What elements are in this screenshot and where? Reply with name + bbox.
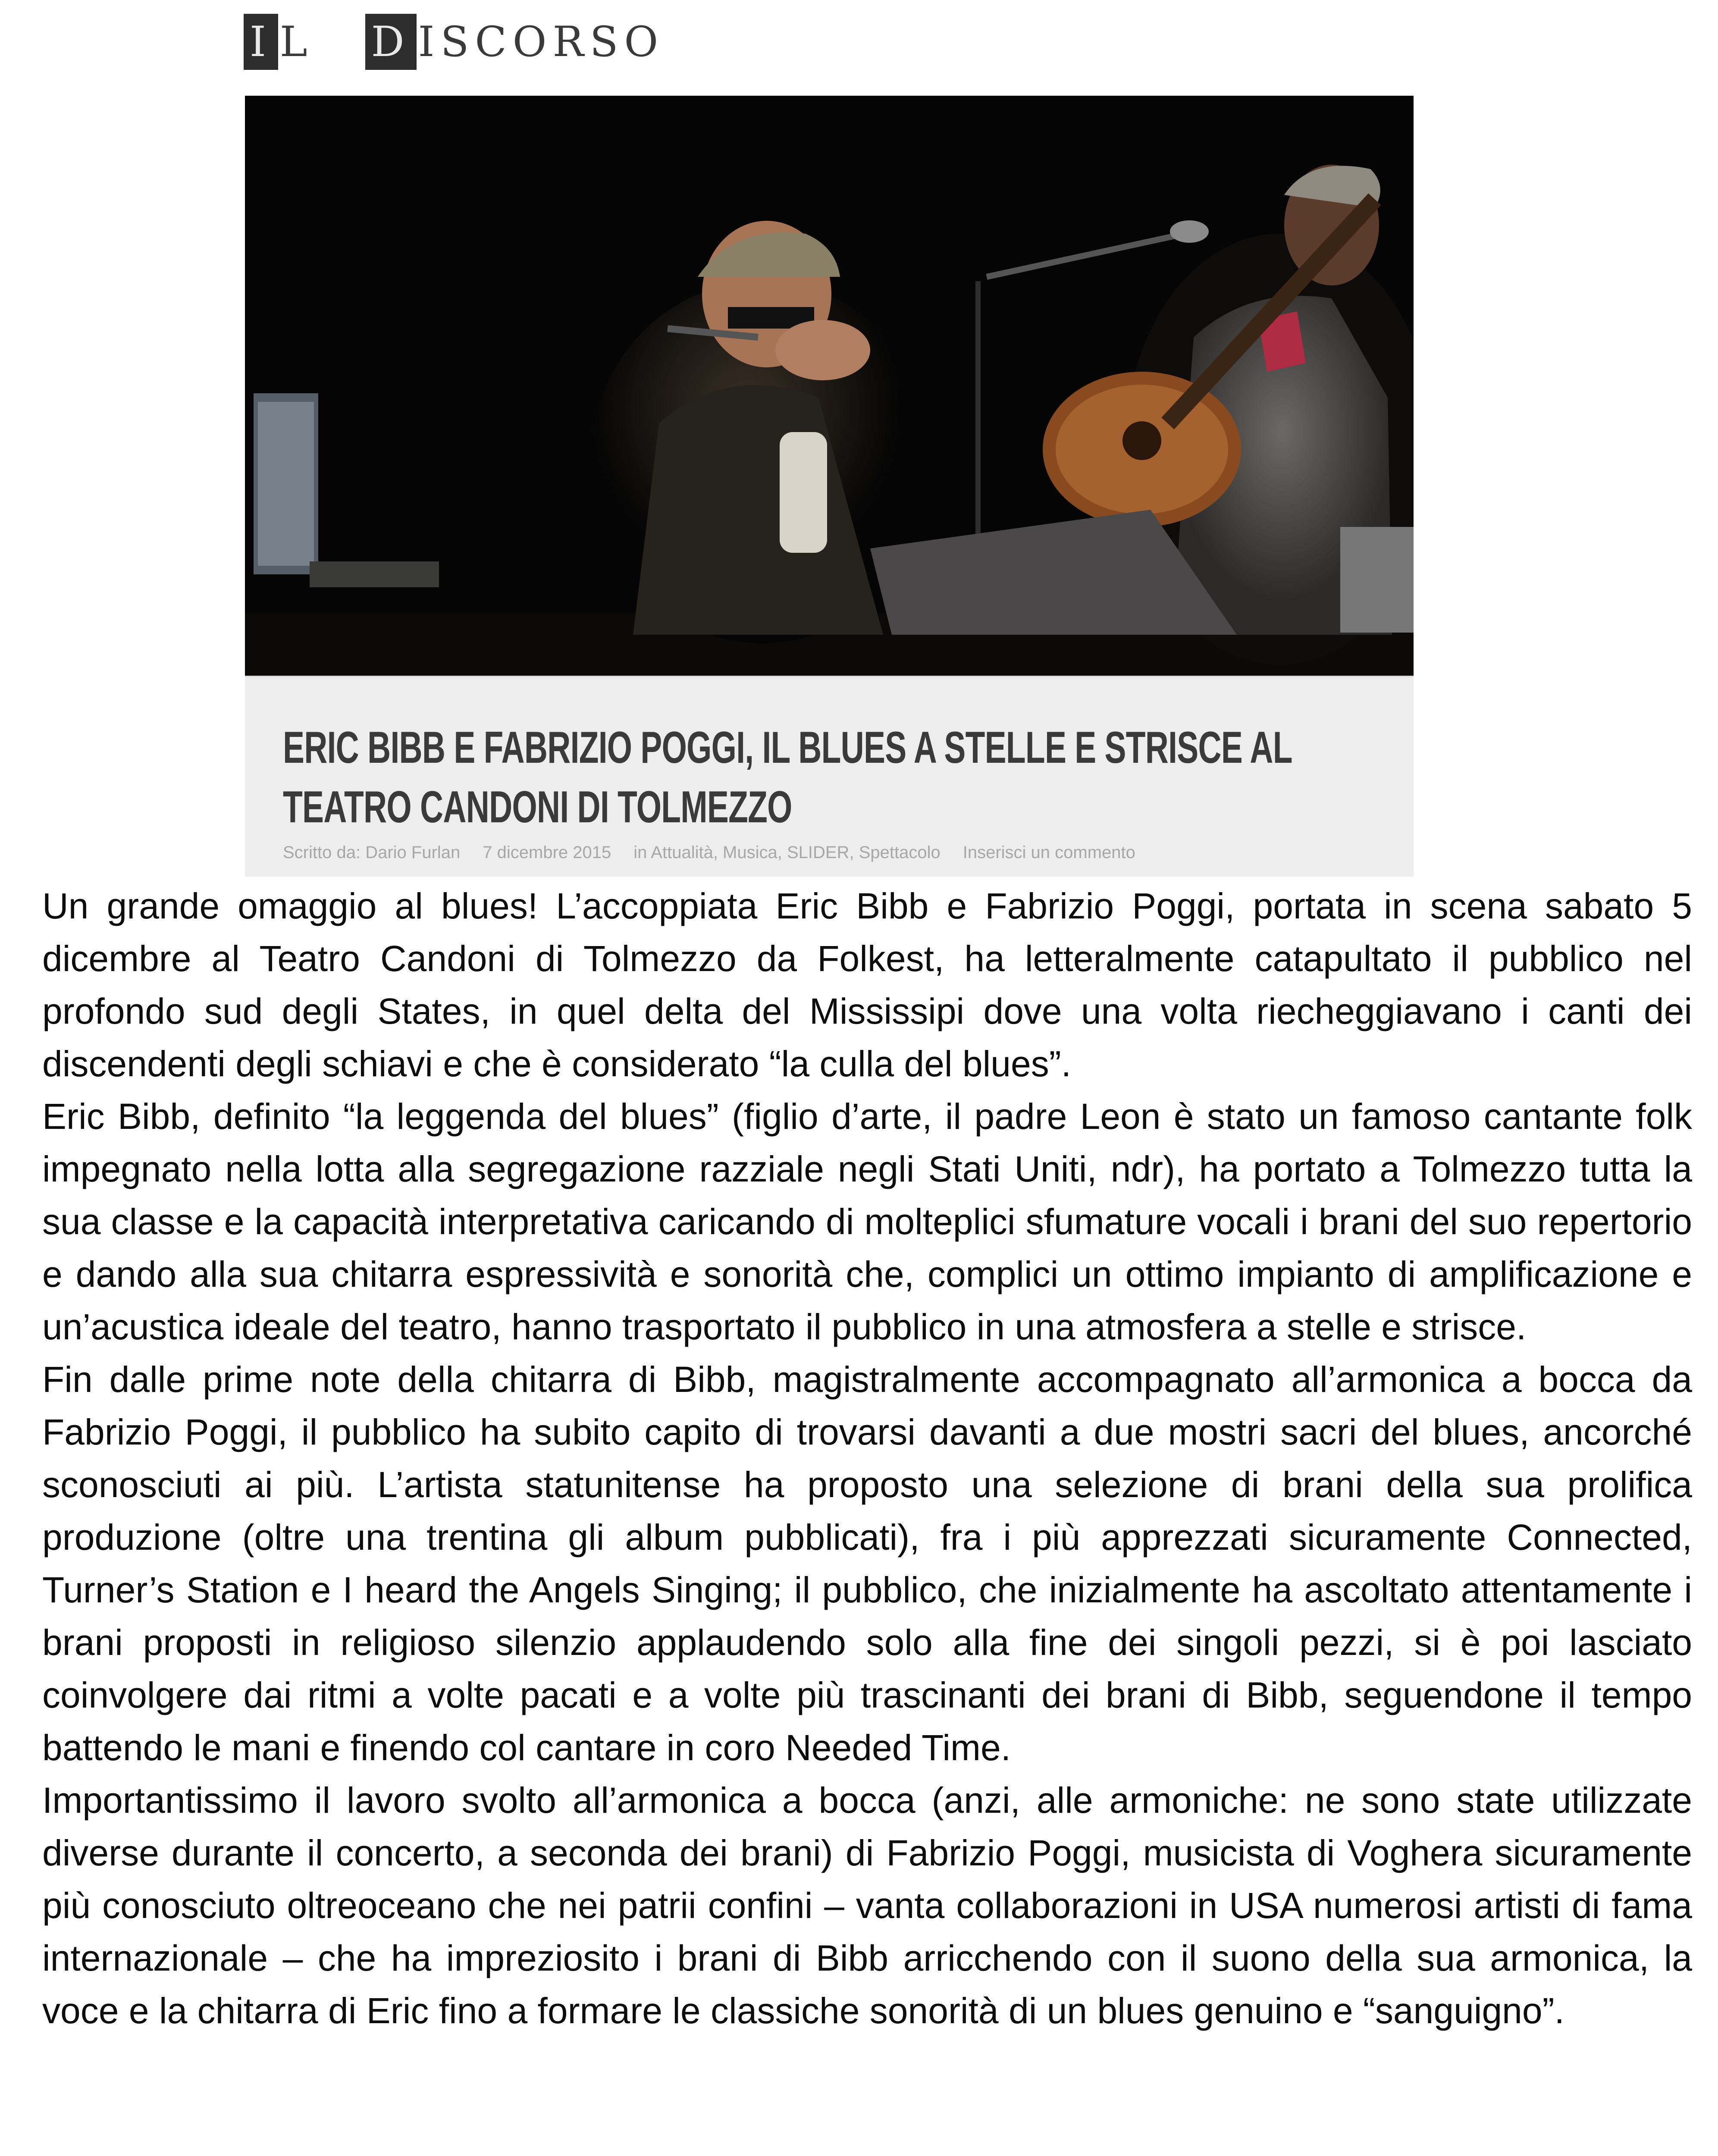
article-body — [42, 880, 1692, 2037]
article-paragraph: Eric Bibb, definito “la leggenda del blues” (figlio d’arte, il padre Leon è stato un famoso cantante folk impegnato nella lotta alla segregazione razziale negli Stati Uniti, ndr), ha portato a Tolmezzo tutta la sua classe e la capacità interpretativa caricando di molteplici sfumature vocali i brani del suo repertorio e dando alla sua chitarra espressività e sonorità che, complici un ottimo impianto di amplificazione e un’acustica ideale del teatro, hanno trasportato il pubblico in una atmosfera a stelle e strisce. — [42, 1096, 1692, 1347]
site-logo[interactable] — [244, 9, 804, 74]
byline-date: 7 dicembre 2015 — [483, 843, 611, 862]
article-header — [245, 676, 1414, 877]
comment-link[interactable]: Inserisci un commento — [962, 843, 1135, 862]
byline-author: Scritto da: Dario Furlan — [283, 843, 461, 862]
logo-word-discorso: D ISCORSO — [365, 14, 665, 70]
logo-word-il: I L — [244, 14, 314, 70]
article-paragraph: Fin dalle prime note della chitarra di Bibb, magistralmente accompagnato all’armonica a bocca da Fabrizio Poggi, il pubblico ha subito capito di trovarsi davanti a due mostri sacri del blues, ancorché sconosciuti ai più. L’artista statunitense ha proposto una selezione di brani della sua prolifica produzione (oltre una trentina gli album pubblicati), fra i più apprezzati sicuramente Connected, Turner’s Station e I heard the Angels Singing; il pubblico, che inizialmente ha ascoltato attentamente i brani proposti in religioso silenzio applaudendo solo alla fine dei singoli pezzi, si è poi lasciato coinvolgere dai ritmi a volte pacati e a volte più trascinanti dei brani di Bibb, seguendone il tempo battendo le mani e finendo col cantare in coro Needed Time. — [42, 1359, 1692, 1768]
article-photo — [245, 96, 1414, 676]
article-paragraph: Un grande omaggio al blues! L’accoppiata Eric Bibb e Fabrizio Poggi, portata in scena sabato 5 dicembre al Teatro Candoni di Tolmezzo da Folkest, ha letteralmente catapultato il pubblico nel profondo sud degli States, in quel delta del Mississipi dove una volta riecheggiavano i canti dei discendenti degli schiavi e che è considerato “la culla del blues”. — [42, 886, 1692, 1084]
article-title[interactable]: ERIC BIBB E FABRIZIO POGGI, IL BLUES A STELLE E STRISCE AL TEATRO CANDONI DI TOLMEZZO — [283, 723, 1292, 832]
concert-photo-icon — [245, 96, 1414, 676]
article-paragraph: Importantissimo il lavoro svolto all’armonica a bocca (anzi, alle armoniche: ne sono state utilizzate diverse durante il concerto, a seconda dei brani) di Fabrizio Poggi, musicista di Voghera sicuramente più conosciuto oltreoceano che nei patrii confini – vanta collaborazioni in USA numerosi artisti di fama internazionale – che ha impreziosito i brani di Bibb arricchendo con il suono della sua armonica, la voce e la chitarra di Eric fino a formare le classiche sonorità di un blues genuino e “sanguigno”. — [42, 1780, 1692, 2031]
byline-categories[interactable]: in Attualità, Musica, SLIDER, Spettacolo — [633, 843, 941, 862]
article-byline — [283, 843, 1135, 862]
